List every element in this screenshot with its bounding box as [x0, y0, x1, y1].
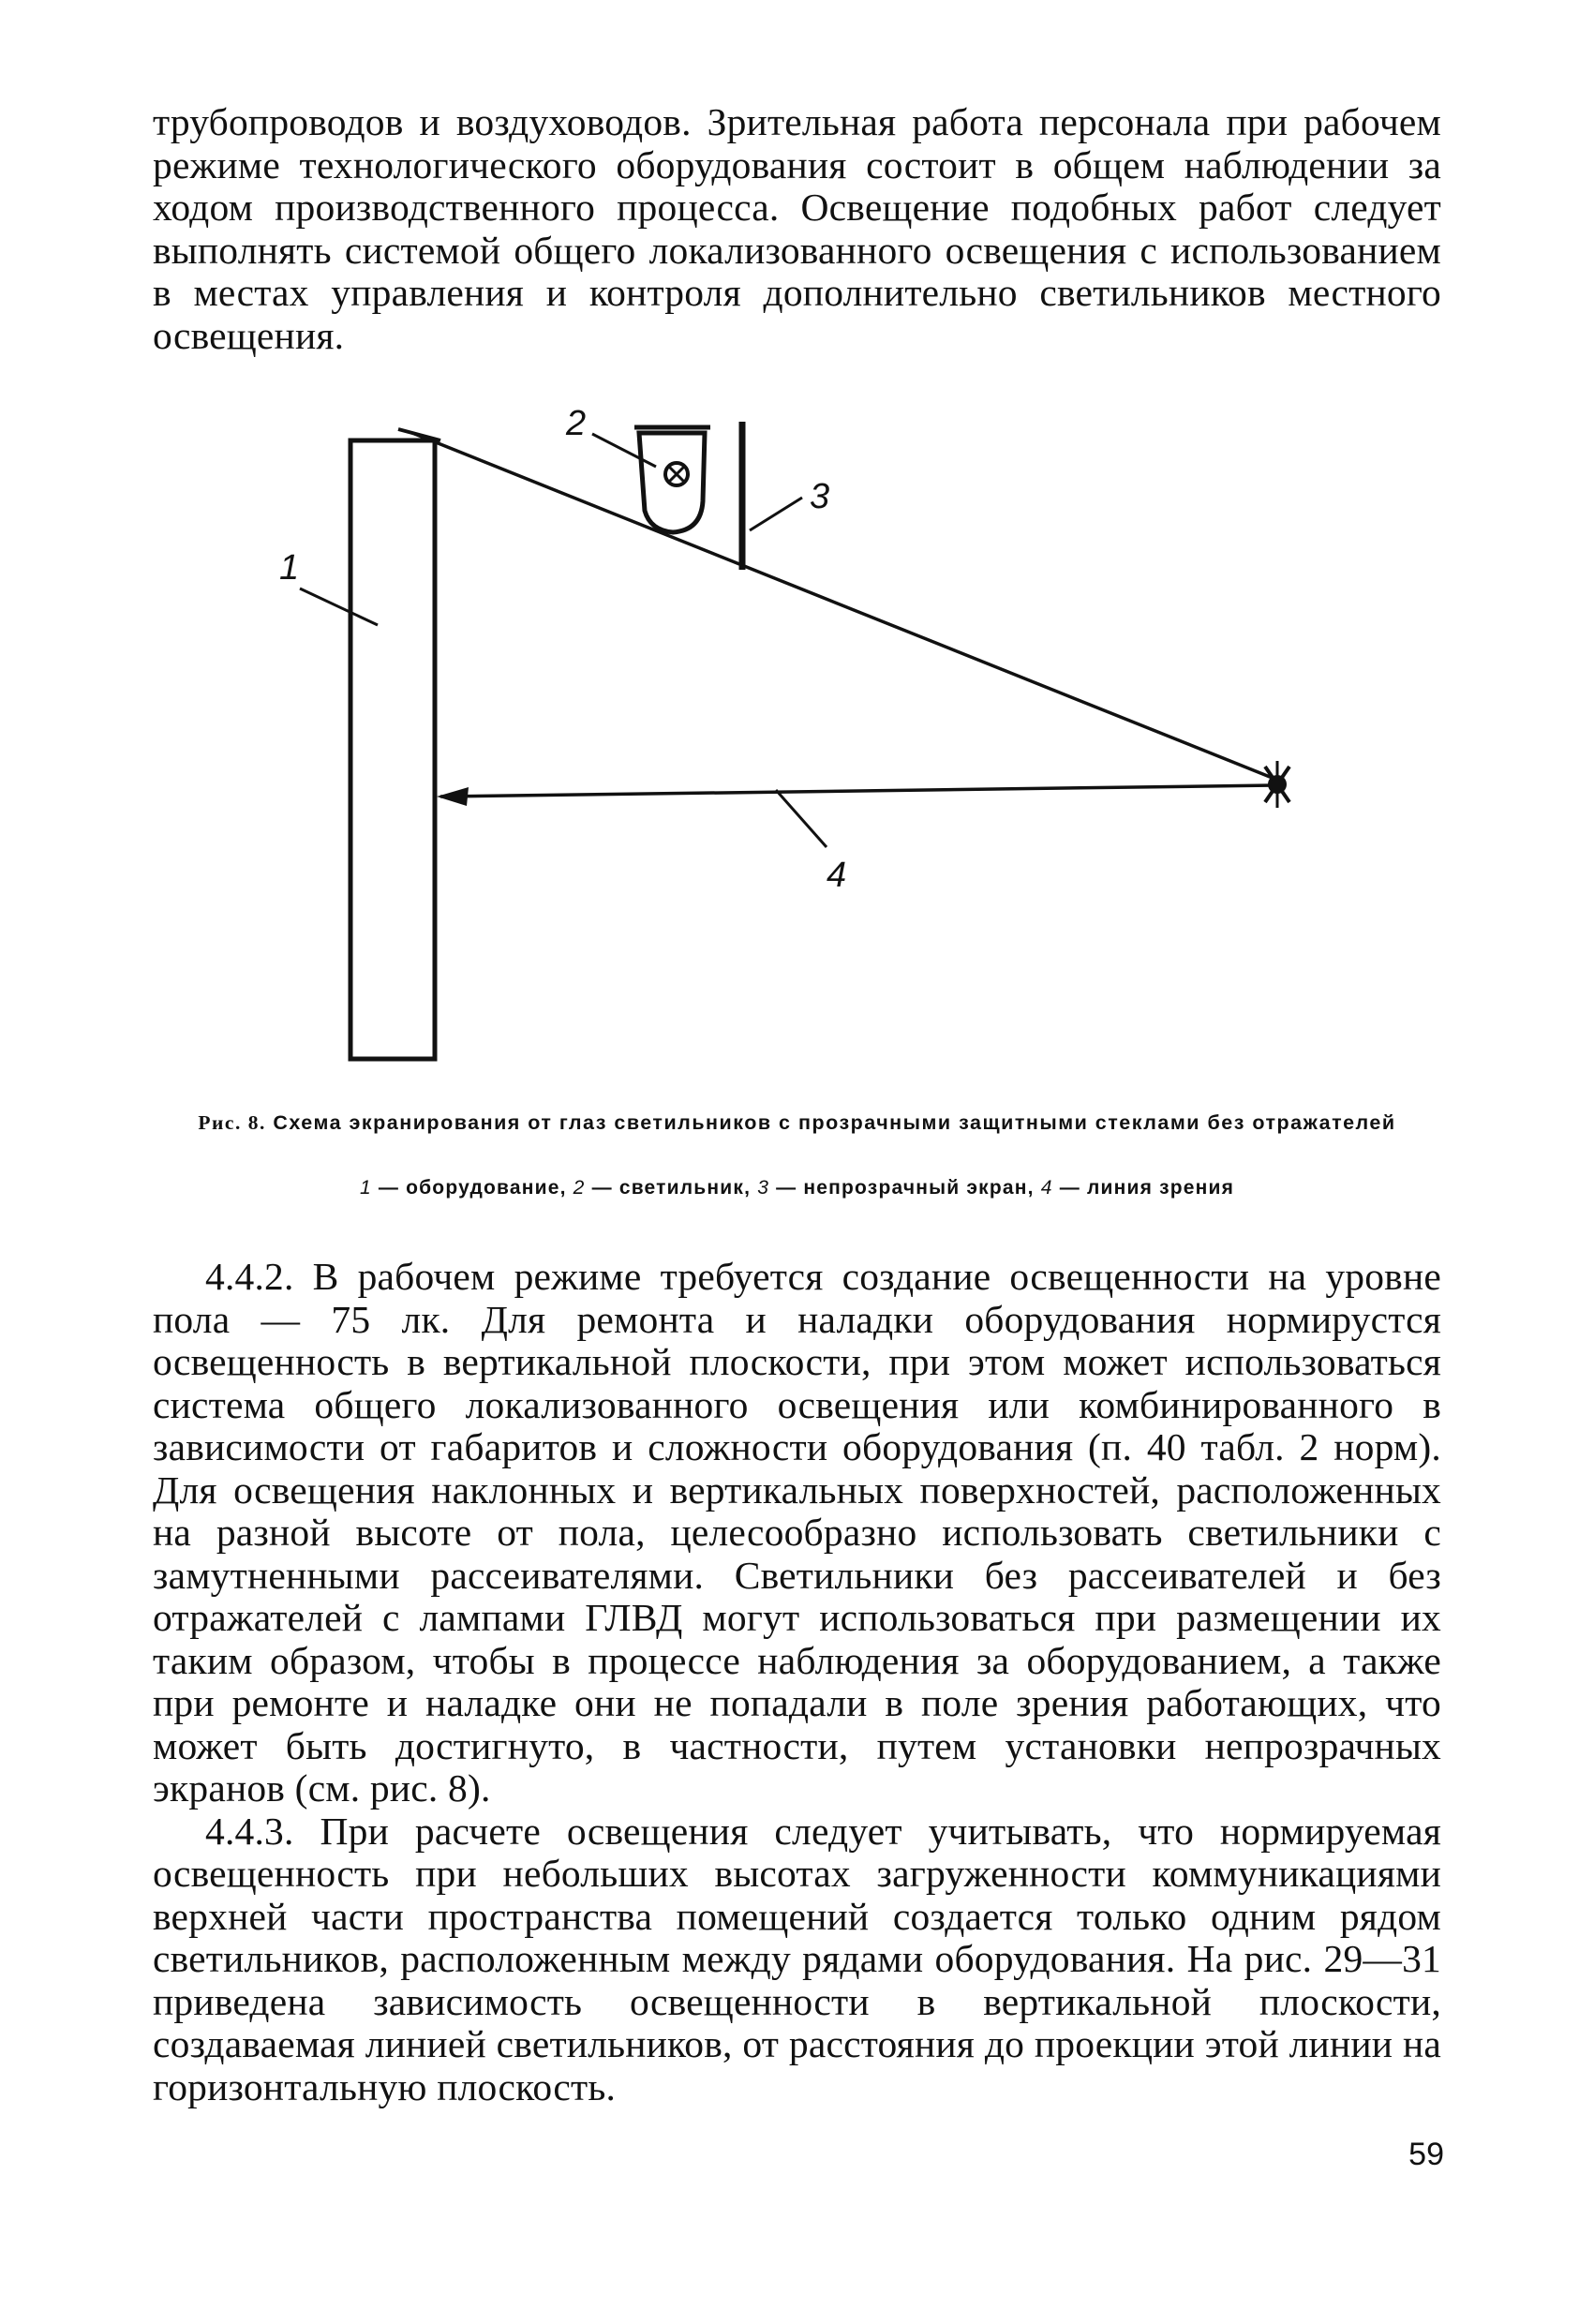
sight-line-arrowhead	[437, 787, 469, 806]
leader-line-4	[776, 790, 827, 847]
legend-item: 3 — непрозрачный экран,	[757, 1177, 1035, 1199]
label-equipment: 1	[279, 548, 300, 588]
equipment-rectangle	[350, 440, 435, 1059]
leader-line-1	[300, 588, 378, 625]
intro-paragraph: трубопроводов и воздуховодов. Зрительная работа персонала при рабочем режиме технологического оборудования состоит в общем наблюдении за ходом производственного процесса. Освещение подобных работ следует выполнять системой общего локализованного освещения с использованием в местах управления и контроля дополнительно светильников местного освещения.	[153, 100, 1441, 357]
paragraph-4-4-2: 4.4.2. В рабочем режиме требуется создание освещенности на уровне пола — 75 лк. Для ремонта и наладки оборудования нормирустся освещенность в вертикальной плоскости, при этом может использоваться система общего локализованного освещения или комбинированного в зависимости от габаритов и сложности оборудования (п. 40 табл. 2 норм). Для освещения наклонных и вертикальных поверхностей, расположенных на разной высоте от пола, целесообразно использовать светильники с замутненными рассеивателями. Светильники без рассеивателей и без отражателей с лампами ГЛВД могут использоваться при размещении их таким образом, чтобы в процессе наблюдения за оборудованием, а также при ремонте и наладке они не попадали в поле зрения работающих, что может быть достигнуто, в частности, путем установки непрозрачных экранов (см. рис. 8).	[153, 1255, 1441, 1810]
caption-prefix: Рис. 8.	[198, 1111, 266, 1134]
label-screen: 3	[810, 477, 830, 516]
leader-line-3	[750, 498, 802, 530]
figure-caption	[153, 1110, 1441, 1135]
legend-item: 2 — светильник,	[573, 1177, 752, 1199]
upper-sight-line	[412, 433, 1279, 781]
horizontal-sight-line	[440, 785, 1274, 797]
caption-text: Схема экранирования от глаз светильников с прозрачными защитными стеклами без отражателей	[273, 1111, 1396, 1134]
body-text	[153, 1256, 1441, 2108]
legend-item: 4 — линия зрения	[1040, 1177, 1235, 1199]
eye-mark	[1265, 761, 1289, 808]
paragraph-4-4-3: 4.4.3. При расчете освещения следует учитывать, что нормируемая освещенность при небольших высотах загруженности коммуникациями верхней части пространства помещений создается только одним рядом светильников, расположенным между рядами оборудования. На рис. 29—31 приведена зависимость освещенности в вертикальной плоскости, создаваемая линией светильников, от расстояния до проекции этой линии на горизонтальную плоскость.	[153, 1809, 1441, 2108]
label-luminaire: 2	[566, 404, 587, 443]
luminaire-icon	[634, 427, 710, 532]
legend-item: 1 — оборудование,	[359, 1177, 567, 1199]
page-number: 59	[1408, 2137, 1444, 2172]
figure-legend	[153, 1176, 1441, 1200]
label-sight-line: 4	[827, 856, 847, 895]
